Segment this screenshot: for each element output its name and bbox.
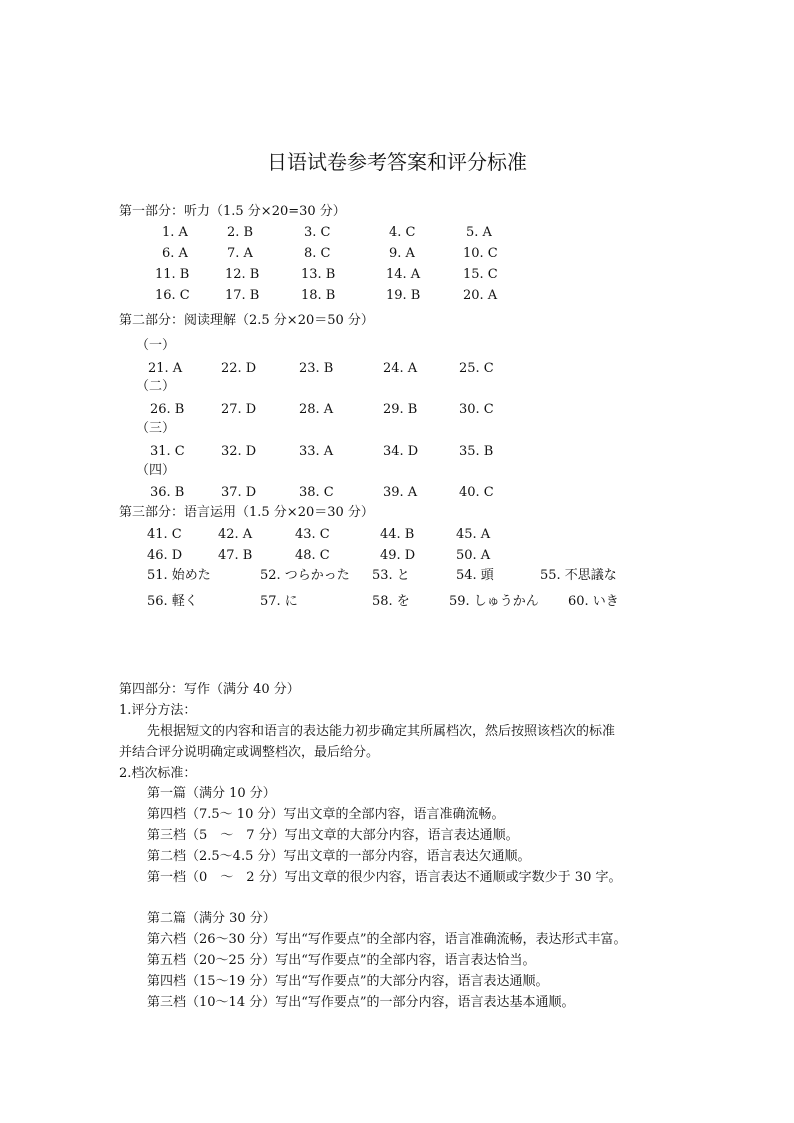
answer: 1. A	[162, 225, 188, 240]
answer: 25. C	[459, 361, 494, 376]
answer: 50. A	[456, 548, 491, 563]
essay1-level: 第四档（7.5～ 10 分）写出文章的全部内容，语言准确流畅。	[147, 807, 505, 822]
essay1-level: 第二档（2.5～4.5 分）写出文章的一部分内容，语言表达欠通顺。	[147, 849, 531, 864]
essay2-level: 第四档（15～19 分）写出“写作要点”的大部分内容，语言表达通顺。	[147, 974, 549, 989]
answer: 41. C	[147, 527, 182, 542]
answer: 38. C	[299, 485, 334, 500]
answer: 14. A	[386, 267, 421, 282]
answer: 19. B	[386, 288, 421, 303]
essay1-title: 第一篇（满分 10 分）	[147, 786, 276, 801]
answer: 48. C	[295, 548, 330, 563]
answer: 29. B	[383, 402, 418, 417]
answer: 51. 始めた	[147, 568, 211, 583]
answer: 10. C	[463, 246, 498, 261]
answer: 28. A	[299, 402, 334, 417]
answer: 12. B	[225, 267, 260, 282]
answer: 17. B	[225, 288, 260, 303]
answer: 45. A	[456, 527, 491, 542]
document-title: 日语试卷参考答案和评分标准	[267, 150, 527, 174]
answer: 43. C	[295, 527, 330, 542]
answer: 22. D	[221, 361, 257, 376]
answer: 47. B	[218, 548, 253, 563]
answer: 34. D	[383, 444, 419, 459]
answer: 42. A	[218, 527, 253, 542]
answer: 58. を	[372, 594, 410, 609]
part4-heading: 第四部分：写作（满分 40 分）	[119, 682, 300, 697]
answer: 44. B	[380, 527, 415, 542]
answer: 30. C	[459, 402, 494, 417]
essay2-level: 第六档（26～30 分）写出“写作要点”的全部内容，语言准确流畅，表达形式丰富。	[147, 932, 627, 947]
answer: 20. A	[463, 288, 498, 303]
answer: 55. 不思議な	[540, 568, 617, 583]
part3-heading: 第三部分：语言运用（1.5 分×20＝30 分）	[119, 505, 374, 520]
answer: 56. 軽く	[147, 594, 198, 609]
answer: 59. しゅうかん	[449, 594, 539, 609]
answer: 39. A	[383, 485, 418, 500]
answer: 9. A	[389, 246, 415, 261]
answer: 11. B	[155, 267, 190, 282]
answer: 5. A	[466, 225, 492, 240]
answer: 52. つらかった	[260, 568, 350, 583]
part1-heading: 第一部分：听力（1.5 分×20=30 分）	[119, 204, 346, 219]
answer: 18. B	[301, 288, 336, 303]
answer: 26. B	[150, 402, 185, 417]
scoring-method-title: 1.评分方法：	[119, 703, 197, 718]
answer: 13. B	[301, 267, 336, 282]
answer: 36. B	[150, 485, 185, 500]
essay2-title: 第二篇（满分 30 分）	[147, 911, 276, 926]
answer: 15. C	[463, 267, 498, 282]
grade-standard-title: 2.档次标准：	[119, 766, 197, 781]
answer: 32. D	[221, 444, 257, 459]
answer: 49. D	[380, 548, 416, 563]
section-label: （一）	[136, 338, 176, 353]
answer: 7. A	[227, 246, 253, 261]
answer: 6. A	[162, 246, 188, 261]
answer: 4. C	[389, 225, 416, 240]
answer: 21. A	[148, 361, 183, 376]
answer: 24. A	[383, 361, 418, 376]
scoring-method-text-line2: 并结合评分说明确定或调整档次，最后给分。	[119, 745, 380, 760]
answer: 40. C	[459, 485, 494, 500]
answer: 31. C	[150, 444, 185, 459]
answer: 23. B	[299, 361, 334, 376]
part2-heading: 第二部分：阅读理解（2.5 分×20＝50 分）	[119, 313, 374, 328]
section-label: （三）	[136, 421, 176, 436]
answer: 16. C	[155, 288, 190, 303]
section-label: （四）	[136, 463, 176, 478]
answer: 60. いき	[568, 594, 619, 609]
answer: 54. 頭	[456, 568, 494, 583]
answer: 53. と	[372, 568, 410, 583]
answer: 33. A	[299, 444, 334, 459]
section-label: （二）	[136, 379, 176, 394]
scoring-method-text-line1: 先根据短文的内容和语言的表达能力初步确定其所属档次，然后按照该档次的标准	[147, 724, 616, 739]
essay2-level: 第三档（10～14 分）写出“写作要点”的一部分内容，语言表达基本通顺。	[147, 995, 575, 1010]
answer: 46. D	[147, 548, 183, 563]
answer: 57. に	[260, 594, 298, 609]
essay1-level: 第一档（0 ～ 2 分）写出文章的很少内容，语言表达不通顺或字数少于 30 字。	[147, 870, 622, 885]
essay2-level: 第五档（20～25 分）写出“写作要点”的全部内容，语言表达恰当。	[147, 953, 536, 968]
answer: 3. C	[304, 225, 331, 240]
answer: 35. B	[459, 444, 494, 459]
answer: 2. B	[227, 225, 254, 240]
answer: 37. D	[221, 485, 257, 500]
answer: 8. C	[304, 246, 331, 261]
essay1-level: 第三档（5 ～ 7 分）写出文章的大部分内容，语言表达通顺。	[147, 828, 519, 843]
answer: 27. D	[221, 402, 257, 417]
